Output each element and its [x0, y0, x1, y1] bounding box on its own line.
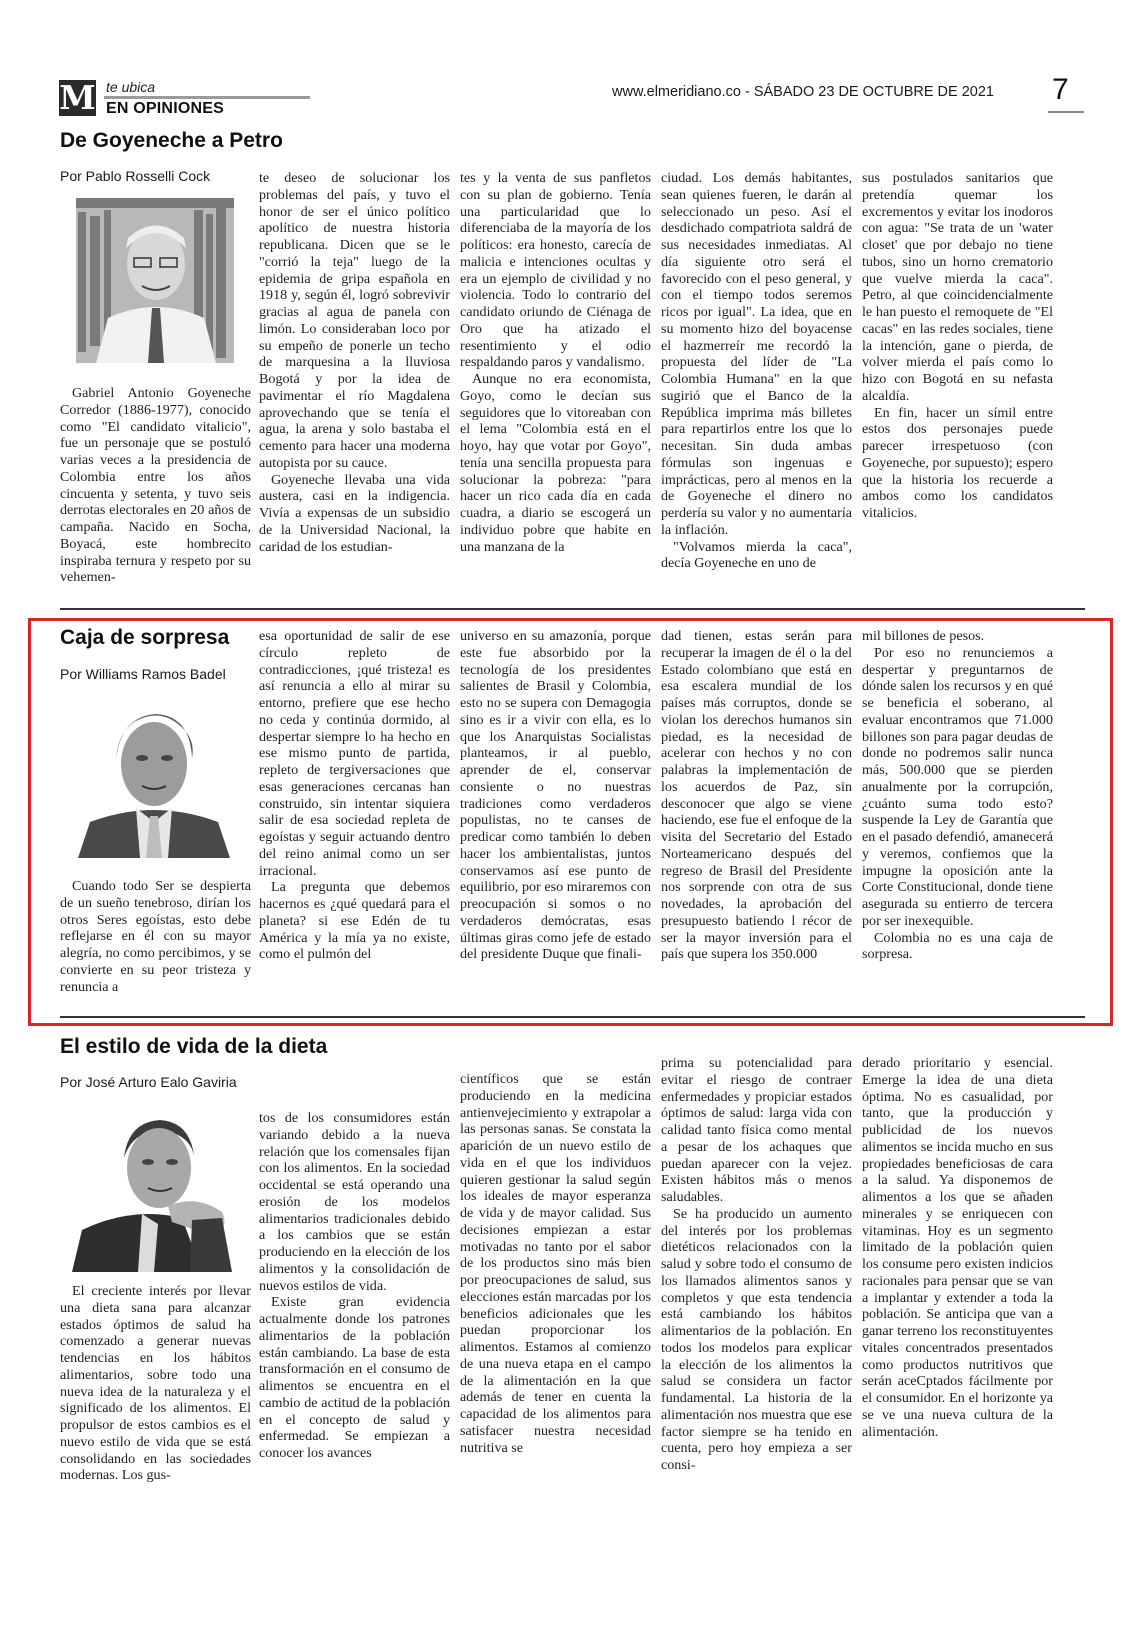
- paragraph: Existe gran evidencia actualmente donde los patrones alimentarios de la población están cambiando. La base de esta transformación en el consumo de alimentos se encuentra en el cambio de actitud de la población en el concepto de salud y enfermedad. Se empiezan a conocer los avances: [259, 1294, 450, 1461]
- article-column: [259, 170, 450, 555]
- paragraph: esa oportunidad de salir de ese círculo repleto de contradicciones, ¡qué tristeza! es así renuncia a ello al mirar su entorno, prefiere que ese hecho no ceda y continúa dormido, al despertar siempre lo ha hecho en ese mismo punto de partida, repleto de tergiversaciones que esas generaciones cercanas han construido, sin intentar siquiera salir de esa sociedad repleta de egoístas y seguir actuando dentro del reino animal como un ser irracional.: [259, 628, 450, 879]
- article-column: [661, 1055, 852, 1474]
- paragraph: tes y la venta de sus panfletos con su plan de gobierno. Tenía una particularidad que lo diferenciaba de la mayoría de los políticos: era honesto, carecía de malicia e intenciones ocultas y era un ejemplo de civilidad y no violencia. Todo lo contrario del candidato oriundo de Ciénaga de Oro que ha atizado el resentimiento y el odio respaldando paros y vandalismo.: [460, 170, 651, 371]
- article-column: [862, 170, 1053, 522]
- brand-tagline: te ubica: [106, 79, 156, 95]
- paragraph: Gabriel Antonio Goyeneche Corredor (1886-1977), conocido como "El candidato vitalicio", fue un personaje que se postuló varias veces a la presidencia de Colombia entre los años cincuenta y setenta, y tuvo seis derrotas electorales en 20 años de campaña. Nacido en Socha, Boyacá, este hombrecito inspiraba ternura y respeto por su vehemen-: [60, 385, 251, 586]
- article-byline: Por Pablo Rosselli Cock: [60, 168, 211, 184]
- article-column: [60, 1283, 251, 1484]
- paragraph: "Volvamos mierda la caca", decía Goyeneche en uno de: [661, 538, 852, 572]
- paragraph: mil billones de pesos.: [862, 628, 985, 644]
- author-photo: [76, 198, 234, 363]
- paragraph: prima su potencialidad para evitar el riesgo de contraer enfermedades y propiciar estados óptimos de salud: larga vida con calidad tanto física como mental a pesar de los achaques que puedan aparecer con la vejez. Existen hábitos más o menos saludables.: [661, 1055, 852, 1205]
- dateline: www.elmeridiano.co - SÁBADO 23 DE OCTUBRE DE 2021: [612, 84, 994, 100]
- article-column: [259, 1110, 450, 1462]
- article-title: Caja de sorpresa: [60, 626, 230, 649]
- paragraph: Aunque no era economista, Goyo, como le decían sus seguidores que lo vitoreaban con el lema "Colombia está en el hoyo, hay que votar por Goyo", tenía una sencilla propuesta para solucionar la pobreza: "para hacer un rico cada día en cada cuadra, a diario se escogerá un individuo pobre que habite en una manzana de la: [460, 371, 651, 555]
- paragraph: tos de los consumidores están variando debido a la nueva relación que los comensales fijan con los alimentos. En la sociedad occidental se está operando una erosión de los modelos alimentarios tradicionales debido a los cambios que se están produciendo en la elección de los alimentos y la consolidación de nuevos estilos de vida.: [259, 1110, 450, 1294]
- paragraph: universo en su amazonía, porque este fue absorbido por la tecnología de los presidentes salientes de Brasil y Colombia, esto no se supera con Demagogia sino es ir a vivir con ella, es lo que los Anarquistas Socialistas planteamos, ir al pueblo, aprender de el, conservar consiente o no nuestras tradiciones como verdaderos populistas, no te canses de predicar como también lo deben hacer los ambientalistas, juntos conservamos así ese punto de equilibrio, por eso miraremos con preocupación si somos o no verdaderos demócratas, esas últimas giras como jefe de estado del presidente Duque que finali-: [460, 628, 651, 963]
- article-column: [60, 385, 251, 586]
- newspaper-logo: M: [59, 78, 96, 117]
- paragraph: científicos que se están produciendo en la medicina antienvejecimiento y extrapolar a las personas sanas. Se constata la aparición de un nuevo estilo de vida en el que los individuos quieren gestionar la salud según los ideales de mayor esperanza de vida y de mayor calidad. Sus decisiones empiezan a estar motivadas no tanto por el sabor de los productos sino más bien por preocupaciones de salud, sus elecciones están marcadas por los beneficios adicionales que les puedan proporcionar los alimentos. Estamos al comienzo de una nueva etapa en el campo de la alimentación en la que además de tener en cuenta la capacidad de los alimentos para satisfacer nuestra necesidad nutritiva se: [460, 1071, 651, 1456]
- section-name: EN OPINIONES: [106, 100, 224, 117]
- paragraph: Se ha producido un aumento del interés por los problemas dietéticos relacionados con la salud y sobre todo el consumo de los llamados alimentos sanos y completos y que esta tendencia está cambiando los hábitos alimentarios de la población. En todos los modelos para explicar la elección de los alimentos la salud se considera un factor fundamental. La historia de la alimentación nos muestra que ese factor siempre se ha tenido en cuenta, pero hoy empieza a ser consi-: [661, 1205, 852, 1473]
- article-column: [460, 1071, 651, 1456]
- article-column: [862, 1055, 1053, 1440]
- paragraph: Cuando todo Ser se despierta de un sueño tenebroso, dirían los otros Seres egoístas, esto debe reflejarse en él con su mayor alegría, no como percibimos, y se convierte en su peor tristeza y renuncia a: [60, 878, 251, 995]
- paragraph: te deseo de solucionar los problemas del país, y tuvo el honor de ser el único político apolítico de nuestra historia republicana. Dicen que se le "corrió la teja" luego de la epidemia de gripa española en 1918 y, según él, logró sobrevivir gracias al agua de panela con limón. Lo consideraban loco por su empeño de ponerle un techo de marquesina a la lluviosa Bogotá y por la idea de pavimentar el río Magdalena aprovechando que se tenía el agua, la arena y solo bastaba el cemento para hacer una moderna autopista por su cauce.: [259, 170, 450, 471]
- article-divider: [60, 608, 1085, 610]
- paragraph: La pregunta que debemos hacernos es ¿qué quedará para el planeta? si ese Edén de tu América y la mía ya no existe, como el pulmón del: [259, 879, 450, 963]
- paragraph: Colombia no es una caja de sorpresa.: [862, 929, 1053, 963]
- brand-rule: [104, 96, 310, 99]
- page-number-rule: [1048, 111, 1084, 113]
- paragraph: Goyeneche llevaba una vida austera, casi en la indigencia. Vivía a expensas de un subsidio de la Universidad Nacional, la caridad de los estudian-: [259, 471, 450, 555]
- paragraph: derado prioritario y esencial. Emerge la idea de una dieta óptima. No es casualidad, por tanto, que la producción y publicidad de los nuevos alimentos se incida mucho en sus propiedades beneficiosas de cara a la salud. Ya disponemos de alimentos a los que se añaden minerales y se enriquecen con vitaminas. Hoy es un segmento limitado de la población quien los consume pero existen indicios racionales para pensar que se van a implantar y extender a toda la población. Se anticipa que van a ganar terreno los reconstituyentes vitales concentrados presentados como productos nutritivos que serán aceCptados fácilmente por el consumidor. En el horizonte ya se ve una nueva cultura de la alimentación.: [862, 1055, 1053, 1440]
- paragraph: El creciente interés por llevar una dieta sana para alcanzar estados óptimos de salud ha comenzado a generar nuevas tendencias en los hábitos alimentarios, sobre todo una nueva idea de la naturaleza y el significado de los alimentos. El propulsor de estos cambios es el nuevo estilo de vida que se está consolidando en las sociedades modernas. Los gus-: [60, 1283, 251, 1484]
- article-column: [661, 170, 852, 572]
- author-photo: [72, 1110, 238, 1272]
- page-number: 7: [1052, 73, 1069, 106]
- article-byline: Por Williams Ramos Badel: [60, 666, 226, 682]
- highlight-frame: [28, 618, 1113, 1026]
- paragraph: ciudad. Los demás habitantes, sean quienes fueren, le darán al seleccionado un peso. Así el desdichado compatriota saldrá de sus necesidades inmediatas. Al día siguiente otro será el favorecido con el peso general, y con el tiempo todos seremos ricos por igual". La idea, que en su momento hizo del boyacense el hazmerreír me recordó la propuesta del líder de "La Colombia Humana" en la que sugirió que el Banco de la República imprima más billetes para repartirlos entre los que lo necesitan. Sin duda ambas fórmulas son ingenuas e imprácticas, pero al menos en la de Goyeneche el dinero no perdería su valor y no aumentaría la inflación.: [661, 170, 852, 538]
- article-divider: [60, 1016, 1085, 1018]
- article-column: [460, 170, 651, 555]
- paragraph: Por eso no renunciemos a despertar y preguntarnos de dónde salen los recursos y en qué se beneficia el soberano, al evaluar encontramos que 71.000 billones son para pagar deudas de donde no podremos salir nunca más, 500.000 que se pierden anualmente por la corrupción, ¿cuánto suma todo esto? suspende la Ley de Garantía que en el pasado defendió, amanecerá y veremos, confiemos que la impugne la oposición ante la Corte Constitucional, donde tiene asegurada su entierro de tercera por ser inexequible.: [862, 644, 1053, 929]
- article-byline: Por José Arturo Ealo Gaviria: [60, 1074, 237, 1090]
- paragraph: En fin, hacer un símil entre estos dos personajes puede parecer irrespetuoso (con Goyeneche, por supuesto); espero que la historia los recuerde a ambos como los candidatos vitalicios.: [862, 404, 1053, 521]
- paragraph: sus postulados sanitarios que pretendía quemar los excrementos y evitar los inodoros con agua: "Se trata de un 'water closet' que por debajo no tiene tubos, sino un horno crematorio que vuelve mierda la caca". Petro, al que coincidencialmente le han puesto el remoquete de "El cacas" en las redes sociales, tiene la intención, gane o pierda, de volver mierda el país como lo hizo con Bogotá en su nefasta alcaldía.: [862, 170, 1053, 404]
- article-title: El estilo de vida de la dieta: [60, 1035, 328, 1058]
- paragraph: dad tienen, estas serán para recuperar la imagen de él o la del Estado colombiano que está en esa escalera mundial de los países más corruptos, donde se violan los derechos humanos sin piedad, es la necesidad de acelerar con hechos y no con palabras la implementación de los acuerdos de Paz, sin desconocer que algo se viene haciendo, ese fue el enfoque de la visita del Secretario del Estado Norteamericano después del regreso de Brasil del Presidente nos sorprende con otra de sus novedades, la aprobación del presupuesto batiendo l récor de ser la mayor inversión para el país que supera los 350.000: [661, 628, 852, 963]
- article-title: De Goyeneche a Petro: [60, 129, 283, 152]
